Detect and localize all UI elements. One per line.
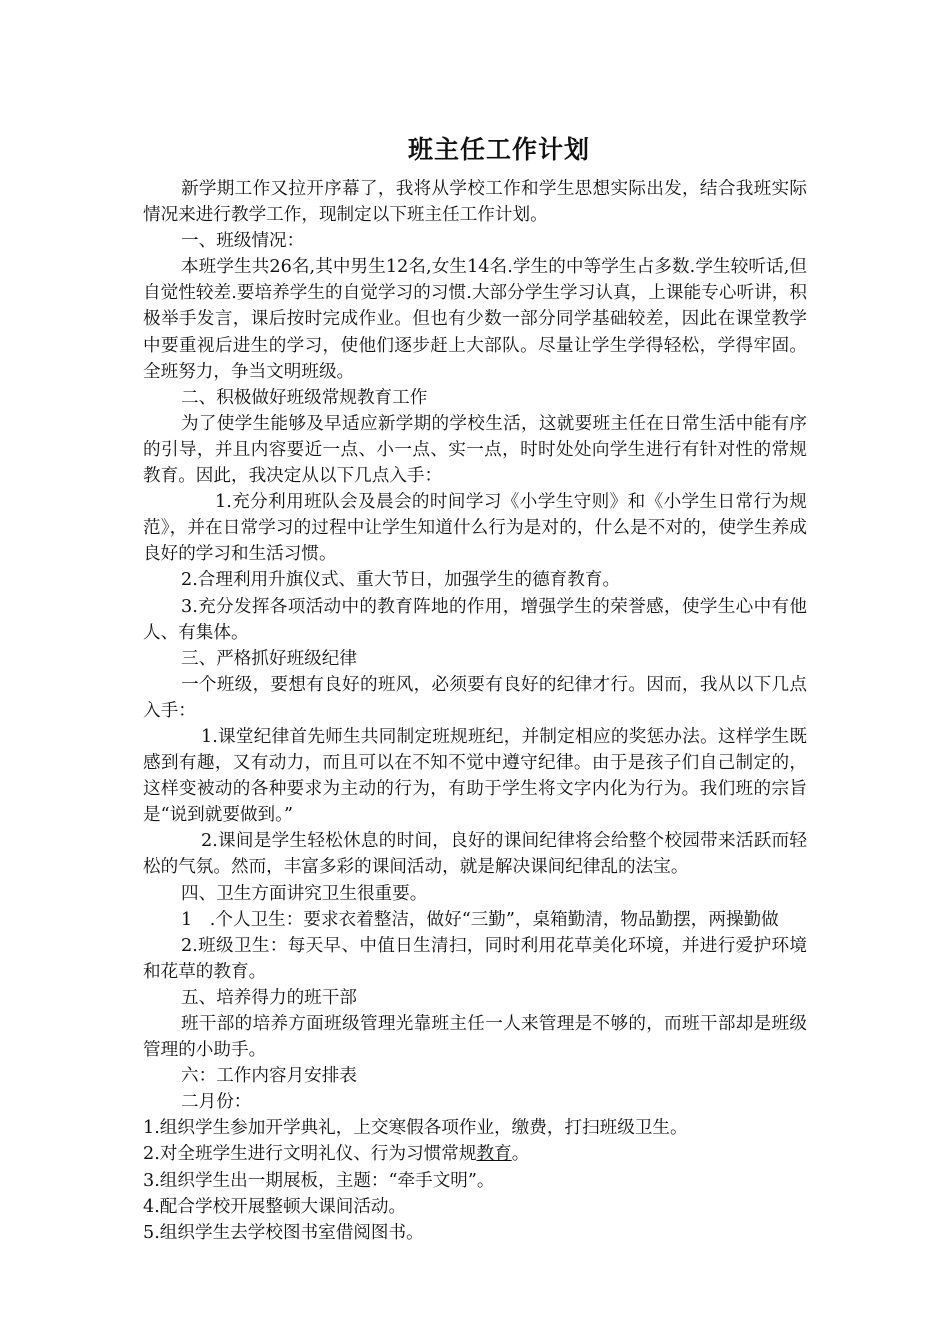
february-item-2-text: 2.对全班学生进行文明礼仪、行为习惯常规 [143, 1144, 477, 1165]
intro-paragraph: 新学期工作又拉开序幕了，我将从学校工作和学生思想实际出发，结合我班实际情况来进行教学工作，现制定以下班主任工作计划。 [143, 179, 807, 226]
month-heading-february: 二月份： [181, 1092, 252, 1113]
discipline-item-2: 2.课间是学生轻松休息的时间，良好的课间纪律将会给整个校园带来活跃而轻松的气氛。然而，丰富多彩的课间活动，就是解决课间纪律乱的法宝。 [143, 831, 807, 878]
section-heading-1: 一、班级情况： [181, 231, 305, 252]
february-item-4: 4.配合学校开展整顿大课间活动。 [143, 1196, 407, 1217]
discipline-item-1: 1.课堂纪律首先师生共同制定班规班纪，并制定相应的奖惩办法。这样学生既感到有趣，又有动力，而且可以在不知不觉中遵守纪律。由于是孩子们自己制定的，这样变被动的各种要求为主动的行为，有助于学生将文字内化为行为。我们班的宗旨是“说到就要做到。” [143, 726, 807, 826]
hygiene-item-1: 1 .个人卫生：要求衣着整洁，做好“三勤”，桌箱勤清，物品勤摆，两操勤做 [181, 909, 779, 930]
section-heading-4: 四、卫生方面讲究卫生很重要。 [181, 883, 428, 904]
routine-item-2: 2.合理利用升旗仪式、重大节日，加强学生的德育教育。 [181, 570, 621, 591]
february-item-3: 3.组织学生出一期展板，主题：“牵手文明”。 [143, 1170, 495, 1191]
routine-education-paragraph: 为了使学生能够及早适应新学期的学校生活，这就要班主任在日常生活中能有序的引导，并且内容要近一点、小一点、实一点，时时处处向学生进行有针对性的常规教育。因此，我决定从以下几点入手： [143, 413, 807, 487]
document-title: 班主任工作计划 [407, 135, 590, 164]
routine-item-1: 1.充分利用班队会及晨会的时间学习《小学生守则》和《小学生日常行为规范》，并在日常学习的过程中让学生知道什么行为是对的，什么是不对的，使学生养成良好的学习和生活习惯。 [143, 492, 807, 565]
hygiene-item-2: 2.班级卫生：每天早、中值日生清扫，同时利用花草美化环境，并进行爱护环境和花草的教育。 [143, 935, 807, 982]
section-heading-6: 六：工作内容月安排表 [181, 1066, 357, 1087]
february-item-2-end: 。 [511, 1144, 530, 1165]
section-heading-3: 三、严格抓好班级纪律 [181, 648, 357, 669]
section-heading-5: 五、培养得力的班干部 [181, 987, 357, 1008]
routine-item-3: 3.充分发挥各项活动中的教育阵地的作用，增强学生的荣誉感，使学生心中有他人、有集体。 [143, 596, 807, 643]
discipline-paragraph: 一个班级，要想有良好的班风，必须要有良好的纪律才行。因而，我从以下几点入手： [143, 674, 807, 721]
class-situation-paragraph: 本班学生共26名,其中男生12名,女生14名.学生的中等学生占多数.学生较听话,但自觉性较差.要培养学生的自觉学习的习惯.大部分学生学习认真，上课能专心听讲，积极举手发言，课后按时完成作业。但也有少数一部分同学基础较差，因此在课堂教学中要重视后进生的学习，使他们逐步赶上大部队。尽量让学生学得轻松，学得牢固。全班努力，争当文明班级。 [143, 257, 807, 382]
section-heading-2: 二、积极做好班级常规教育工作 [181, 387, 428, 408]
february-item-1: 1.组织学生参加开学典礼，上交寒假各项作业，缴费，打扫班级卫生。 [143, 1118, 688, 1139]
february-item-5: 5.组织学生去学校图书室借阅图书。 [143, 1222, 424, 1243]
document-body [143, 176, 807, 1246]
february-item-2 [143, 1141, 807, 1167]
education-link-text: 教育 [476, 1144, 512, 1165]
class-cadre-paragraph: 班干部的培养方面班级管理光靠班主任一人来管理是不够的，而班干部却是班级管理的小助手。 [143, 1014, 807, 1061]
